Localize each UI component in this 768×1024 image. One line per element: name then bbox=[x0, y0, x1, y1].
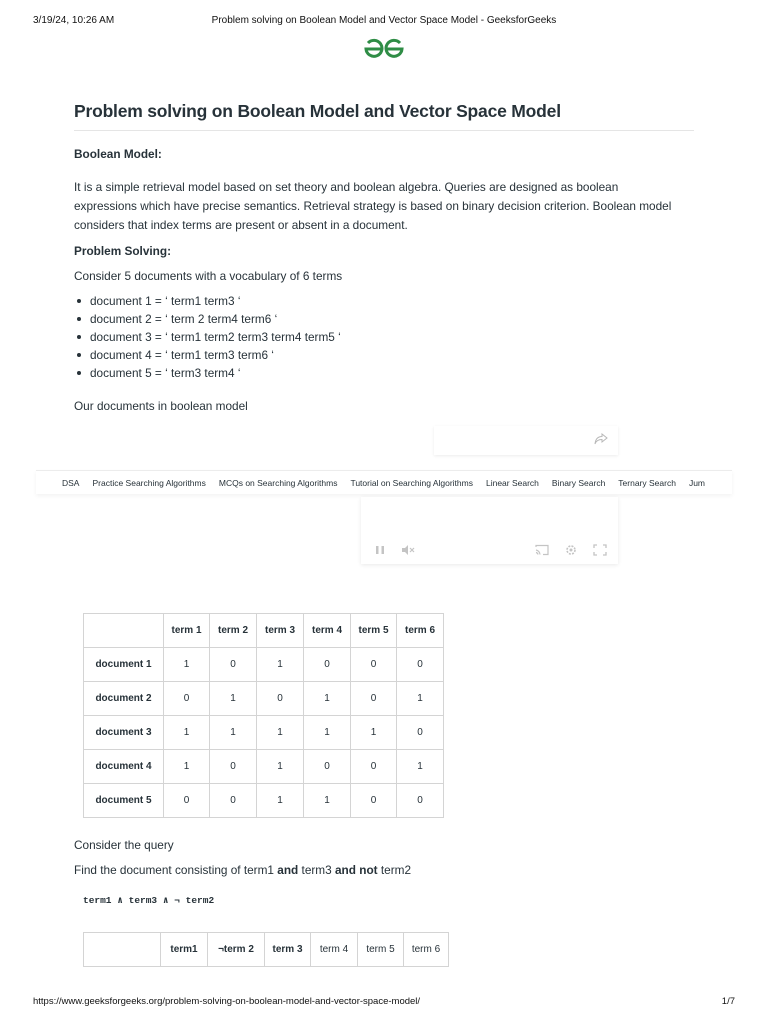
nav-item-linear-search[interactable]: Linear Search bbox=[485, 477, 539, 488]
table-header-cell: term 4 bbox=[304, 614, 351, 648]
title-divider bbox=[74, 130, 694, 131]
table-row-header: document 5 bbox=[84, 784, 164, 818]
fullscreen-icon[interactable] bbox=[593, 544, 607, 556]
table-cell: 1 bbox=[257, 784, 304, 818]
table-row bbox=[84, 750, 444, 784]
find-text-part: term3 bbox=[298, 863, 335, 877]
table-cell: 1 bbox=[397, 750, 444, 784]
table-row bbox=[84, 716, 444, 750]
table-row-header: document 2 bbox=[84, 682, 164, 716]
find-text-and: and bbox=[277, 863, 299, 877]
table-cell: 0 bbox=[210, 648, 257, 682]
table-cell: 0 bbox=[351, 750, 397, 784]
table-header-cell: term 4 bbox=[311, 933, 358, 967]
table-header-cell: term 6 bbox=[397, 614, 444, 648]
nav-item-ternary-search[interactable]: Ternary Search bbox=[618, 477, 676, 488]
table-cell: 1 bbox=[397, 682, 444, 716]
table-row-header: document 3 bbox=[84, 716, 164, 750]
list-item: document 5 = ‘ term3 term4 ‘ bbox=[74, 364, 341, 382]
table-cell: 1 bbox=[164, 648, 210, 682]
table-cell: 1 bbox=[304, 784, 351, 818]
table-cell: 0 bbox=[257, 682, 304, 716]
find-text-part: Find the document consisting of term1 bbox=[74, 863, 278, 877]
nav-item-binary-search[interactable]: Binary Search bbox=[551, 477, 606, 488]
settings-icon[interactable] bbox=[564, 544, 578, 556]
table-header-cell: term 6 bbox=[404, 933, 449, 967]
print-doc-title: Problem solving on Boolean Model and Vector Space Model - GeeksforGeeks bbox=[211, 15, 557, 26]
print-url[interactable]: https://www.geeksforgeeks.org/problem-solving-on-boolean-model-and-vector-space-model/ bbox=[33, 996, 421, 1007]
boolean-table-caption: Our documents in boolean model bbox=[74, 399, 248, 413]
cast-icon[interactable] bbox=[535, 544, 549, 556]
table-cell: 0 bbox=[351, 682, 397, 716]
table-header-row bbox=[84, 614, 444, 648]
table-cell: 1 bbox=[257, 716, 304, 750]
table-cell: 1 bbox=[210, 716, 257, 750]
topic-nav-bar bbox=[36, 470, 732, 494]
documents-intro: Consider 5 documents with a vocabulary of 6 terms bbox=[74, 269, 343, 283]
table-cell: 0 bbox=[304, 648, 351, 682]
table-cell: 1 bbox=[164, 750, 210, 784]
table-cell: 1 bbox=[257, 750, 304, 784]
table-cell: 0 bbox=[210, 784, 257, 818]
problem-solving-heading: Problem Solving: bbox=[74, 244, 172, 258]
table-row-header: document 1 bbox=[84, 648, 164, 682]
mute-icon[interactable] bbox=[401, 544, 415, 556]
table-header-cell: term 5 bbox=[351, 614, 397, 648]
table-header-cell: term 5 bbox=[358, 933, 404, 967]
table-header-cell: term 3 bbox=[265, 933, 311, 967]
table-header-cell bbox=[84, 933, 161, 967]
list-item: document 4 = ‘ term1 term3 term6 ‘ bbox=[74, 346, 341, 364]
table-cell: 0 bbox=[397, 648, 444, 682]
table-header-cell: term 1 bbox=[164, 614, 210, 648]
page-title: Problem solving on Boolean Model and Vector Space Model bbox=[74, 101, 561, 121]
table-row bbox=[84, 784, 444, 818]
print-datetime: 3/19/24, 10:26 AM bbox=[33, 15, 115, 26]
nav-item-jump-search[interactable]: Jum bbox=[688, 477, 705, 488]
table-row bbox=[84, 648, 444, 682]
table-cell: 1 bbox=[210, 682, 257, 716]
nav-item-mcqs-searching[interactable]: MCQs on Searching Algorithms bbox=[218, 477, 338, 488]
table-header-cell: term1 bbox=[161, 933, 208, 967]
share-icon[interactable] bbox=[594, 433, 608, 445]
table-cell: 1 bbox=[304, 716, 351, 750]
table-cell: 0 bbox=[210, 750, 257, 784]
table-cell: 1 bbox=[164, 716, 210, 750]
table-header-cell: term 2 bbox=[210, 614, 257, 648]
print-page-number: 1/7 bbox=[721, 996, 735, 1007]
list-item: document 3 = ‘ term1 term2 term3 term4 term5 ‘ bbox=[74, 328, 341, 346]
boolean-model-heading: Boolean Model: bbox=[74, 147, 162, 161]
table-header-cell: ¬term 2 bbox=[208, 933, 265, 967]
boolean-model-paragraph: It is a simple retrieval model based on set theory and boolean algebra. Queries are designed as boolean expressions which have precise semantics. Retrieval strategy is based on binary decision criterion. Boolean model considers that index terms are present or absent in a document. bbox=[74, 180, 672, 232]
boolean-model-table bbox=[83, 613, 444, 818]
table-cell: 0 bbox=[351, 648, 397, 682]
pause-icon[interactable] bbox=[373, 544, 387, 556]
table-cell: 1 bbox=[304, 682, 351, 716]
table-cell: 0 bbox=[351, 784, 397, 818]
find-document-text bbox=[74, 861, 411, 880]
table-cell: 0 bbox=[397, 716, 444, 750]
video-player-controls bbox=[361, 497, 618, 564]
table-cell: 0 bbox=[164, 682, 210, 716]
query-table bbox=[83, 932, 449, 967]
table-cell: 1 bbox=[351, 716, 397, 750]
video-player-top bbox=[434, 426, 618, 455]
table-cell: 0 bbox=[304, 750, 351, 784]
consider-query-text: Consider the query bbox=[74, 838, 174, 852]
table-row-header: document 4 bbox=[84, 750, 164, 784]
geeksforgeeks-logo-icon[interactable] bbox=[363, 38, 405, 60]
table-header-cell bbox=[84, 614, 164, 648]
table-row bbox=[84, 682, 444, 716]
query-expression: term1 ∧ term3 ∧ ¬ term2 bbox=[83, 895, 215, 906]
nav-item-dsa[interactable]: DSA bbox=[62, 477, 80, 488]
documents-list bbox=[74, 292, 341, 382]
table-header-cell: term 3 bbox=[257, 614, 304, 648]
table-cell: 0 bbox=[164, 784, 210, 818]
table-header-row bbox=[84, 933, 449, 967]
nav-item-tutorial-searching[interactable]: Tutorial on Searching Algorithms bbox=[350, 477, 473, 488]
find-text-and-not: and not bbox=[334, 863, 378, 877]
list-item: document 1 = ‘ term1 term3 ‘ bbox=[74, 292, 341, 310]
nav-item-practice-searching[interactable]: Practice Searching Algorithms bbox=[92, 477, 206, 488]
table-cell: 0 bbox=[397, 784, 444, 818]
table-cell: 1 bbox=[257, 648, 304, 682]
list-item: document 2 = ‘ term 2 term4 term6 ‘ bbox=[74, 310, 341, 328]
find-text-part: term2 bbox=[377, 863, 412, 877]
